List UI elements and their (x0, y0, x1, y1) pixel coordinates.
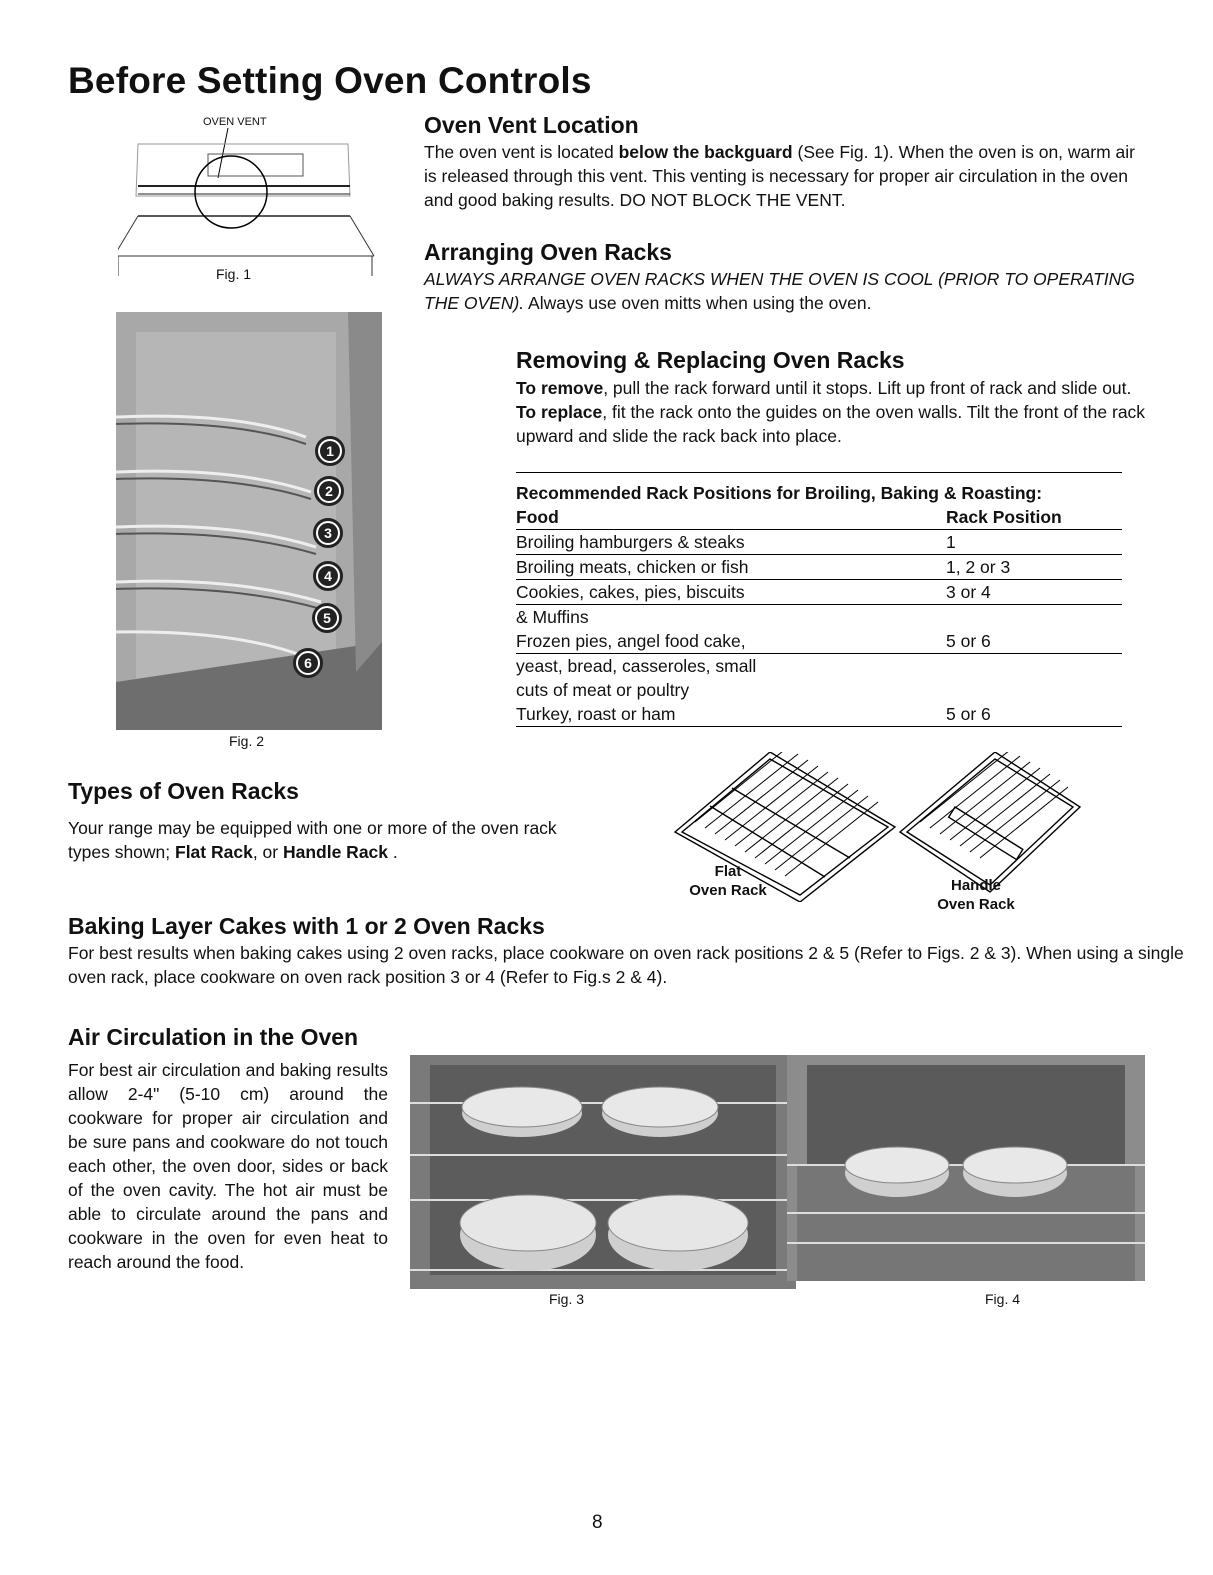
table-cell-food: Frozen pies, angel food cake, (516, 629, 946, 654)
arranging-text: ALWAYS ARRANGE OVEN RACKS WHEN THE OVEN IS COOL (PRIOR TO OPERATING THE OVEN). Always use oven mitts when using the oven. (424, 269, 1135, 313)
rack-position-5-marker: 5 (312, 603, 342, 633)
rack-position-6-marker: 6 (293, 648, 323, 678)
rack-positions-table (516, 472, 1122, 727)
fig2-caption: Fig. 2 (229, 733, 265, 749)
table-cell-food: & Muffins (516, 605, 946, 630)
oven-vent-label: OVEN VENT (203, 116, 267, 128)
fig3-photo (410, 1055, 796, 1289)
table-cell-position: 3 or 4 (946, 582, 991, 602)
table-cell-food: Broiling meats, chicken or fish (516, 555, 946, 580)
rack-position-2-marker: 2 (314, 476, 344, 506)
table-cell-food: yeast, bread, casseroles, small (516, 656, 757, 676)
table-cell-position: 5 or 6 (946, 629, 1122, 654)
table-cell-position (946, 678, 1122, 702)
flat-rack-label: Flat Oven Rack (689, 863, 767, 899)
fig3-caption: Fig. 3 (549, 1291, 585, 1307)
oven-vent-heading: Oven Vent Location (424, 112, 639, 138)
oven-vent-text: The oven vent is located below the backguard (See Fig. 1). When the oven is on, warm air is released through this vent. This venting is necessary for proper air circulation in the oven and good baking results. DO NOT BLOCK THE VENT. (424, 142, 1135, 210)
table-cell-position: 1, 2 or 3 (946, 555, 1122, 580)
handle-rack-drawing (900, 752, 1080, 892)
rack-table-caption: Recommended Rack Positions for Broiling, Baking & Roasting: (516, 473, 1122, 506)
types-text: Your range may be equipped with one or more of the oven rack types shown; Flat Rack, or Handle Rack . (68, 818, 557, 862)
table-cell-position: 1 (946, 530, 1122, 555)
rack-position-3-marker: 3 (313, 518, 343, 548)
rack-table-header-food: Food (516, 505, 946, 530)
air-text: For best air circulation and baking results allow 2-4" (5-10 cm) around the cookware for proper air circulation and be sure pans and cookware do not touch each other, the oven door, sides or back of the oven cavity. The hot air must be able to circulate around the pans and cookware in the oven for even heat to reach around the food. (68, 1060, 388, 1272)
handle-rack-label: Handle Oven Rack (937, 877, 1015, 913)
rack-table-header-position: Rack Position (946, 505, 1122, 530)
table-cell-food: Cookies, cakes, pies, biscuits (516, 582, 745, 602)
page-number: 8 (592, 1512, 603, 1533)
fig4-photo (787, 1055, 1145, 1281)
removing-text: To remove, pull the rack forward until it stops. Lift up front of rack and slide out. To replace, fit the rack onto the guides on the oven walls. Tilt the front of the rack upward and slide the rack back into place. (516, 378, 1146, 446)
table-cell-position (946, 605, 1122, 630)
fig1-illustration (118, 116, 386, 282)
table-cell-food: Turkey, roast or ham (516, 702, 946, 727)
layer-cakes-text: For best results when baking cakes using 2 oven racks, place cookware on oven rack positions 2 & 5 (Refer to Figs. 2 & 3). When using a single oven rack, place cookware on oven rack position 3 or 4 (Refer to Fig.s 2 & 4). (68, 943, 1184, 987)
backguard-drawing (118, 116, 386, 276)
types-heading: Types of Oven Racks (68, 778, 299, 804)
fig2-photo (116, 312, 382, 730)
rack-position-1-marker: 1 (315, 436, 345, 466)
fig4-caption: Fig. 4 (985, 1291, 1021, 1307)
arranging-heading: Arranging Oven Racks (424, 239, 672, 265)
air-heading: Air Circulation in the Oven (68, 1024, 359, 1050)
removing-heading: Removing & Replacing Oven Racks (516, 347, 905, 373)
table-cell-food: cuts of meat or poultry (516, 680, 690, 700)
table-cell-position: 5 or 6 (946, 702, 1122, 727)
table-cell-position (946, 654, 1122, 679)
rack-position-4-marker: 4 (313, 561, 343, 591)
fig1-caption: Fig. 1 (216, 266, 252, 282)
table-cell-food: Broiling hamburgers & steaks (516, 530, 946, 555)
oven-cavity-drawing (116, 312, 382, 730)
page-title: Before Setting Oven Controls (68, 60, 592, 101)
layer-cakes-heading: Baking Layer Cakes with 1 or 2 Oven Racks (68, 913, 545, 939)
